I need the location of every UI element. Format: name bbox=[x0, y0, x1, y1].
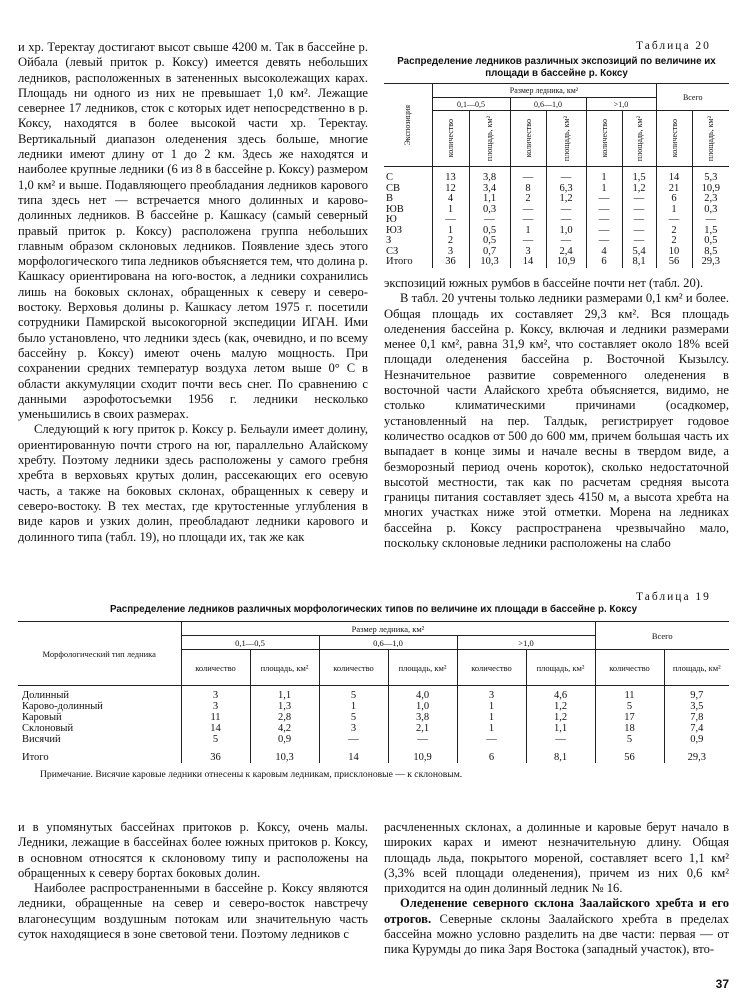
table19-cell: 11 bbox=[595, 686, 664, 702]
bottom-right-column bbox=[384, 820, 729, 958]
table20-cell: 10,3 bbox=[469, 257, 510, 268]
table20-cell: 0,3 bbox=[692, 205, 729, 216]
table20-cell: 36 bbox=[432, 257, 469, 268]
table19-row bbox=[18, 712, 729, 723]
table19-cell: 14 bbox=[181, 723, 250, 734]
table20-row bbox=[384, 184, 729, 195]
table20-cell: — bbox=[586, 236, 622, 247]
table19-area-header: площадь, км² bbox=[250, 650, 319, 686]
table19-type-header: Морфологический тип ледника bbox=[18, 622, 181, 686]
table20-area-header: площадь, км² bbox=[622, 111, 656, 167]
table20 bbox=[384, 83, 729, 268]
table19-cell: 1 bbox=[457, 701, 526, 712]
table19-row-label: Итого bbox=[22, 752, 49, 763]
table20-total-header: Всего bbox=[656, 84, 729, 111]
page-number: 37 bbox=[715, 977, 729, 991]
table19-cell: 4,2 bbox=[250, 723, 319, 734]
section-heading: Оледенение северного склона Заалайского хребта и его отрогов. bbox=[384, 896, 729, 926]
table19-count-header: количество bbox=[319, 650, 388, 686]
right-paragraph-1: В табл. 20 учтены только ледники размерами 0,1 км² и более. Общая площадь их составляет 29,3 км². Вся площадь оледенения бассейна р. Коксу, включая и ледники размерами менее 0,1 км², равна 31,9 км², что составляет около 18% всей площади оледенения бассейна р. Восточной Кызылсу. Незначительное развитие современного оледенения в восточной части Алайского хребта объясняется, видимо, не столько климатическими причинами (осадкомер, установленный на пер. Талдык, регистрирует годовое количество осадков от 500 до 600 мм, причем большая часть их выпадает в конце зимы и начале весны в твердом виде, а безморозный период очень короток), сколько недостаточной высотой местности, так как по расчетам средняя высота границы питания составляет здесь 4150 м, а высота хребта на многих участках ниже этой отметки. Морена на ледниках бассейна р. Коксу распространена чрезвычайно мало, поскольку склоновые ледники расположены на слабо bbox=[384, 291, 729, 551]
table20-cell: 2,3 bbox=[692, 194, 729, 205]
table19-cell: 9,7 bbox=[664, 686, 729, 702]
table19-cell: 36 bbox=[181, 745, 250, 763]
table19-cell: 3,8 bbox=[388, 712, 457, 723]
table20-row-label: З bbox=[386, 235, 392, 246]
table20-cell: 1,5 bbox=[692, 226, 729, 237]
table19-cell: 1 bbox=[457, 712, 526, 723]
table20-area-header: площадь, км² bbox=[692, 111, 729, 167]
table19-cell: 7,8 bbox=[664, 712, 729, 723]
table19-cell: 5 bbox=[595, 734, 664, 745]
left-paragraph-2: Следующий к югу приток р. Коксу р. Бельаули имеет долину, ориентированную почти строго на юг, параллельно Алайскому хребту. Поэтому ледники здесь расположены у самого гребня хребта в верховьях крутых долин, рассекающих его осевую часть, а также на боковых склонах, обращенных к северу и северо-востоку. В тех местах, где крутостенные углубления в виде каров и узких долин, преобладают ледники карового и долинного типа (табл. 19), но площади их, так же как bbox=[18, 422, 368, 544]
table20-count-header: количество bbox=[432, 111, 469, 167]
table20-row bbox=[384, 194, 729, 205]
table20-cell: — bbox=[510, 167, 546, 184]
table19-cell: 6 bbox=[457, 745, 526, 763]
table20-cell: 2 bbox=[432, 236, 469, 247]
table20-row-label: СВ bbox=[386, 182, 401, 194]
left-column bbox=[18, 40, 368, 545]
table19-cell: 0,9 bbox=[250, 734, 319, 745]
table19-row-label: Висячий bbox=[22, 734, 61, 745]
table20-cell: 1,5 bbox=[622, 167, 656, 184]
table20-cell: 6,3 bbox=[546, 184, 586, 195]
table20-row bbox=[384, 236, 729, 247]
table19-cell: 17 bbox=[595, 712, 664, 723]
table20-cell: 5,4 bbox=[622, 247, 656, 258]
table20-cell: 6 bbox=[656, 194, 692, 205]
table20-cell: 0,3 bbox=[469, 205, 510, 216]
table20-cell: 1 bbox=[432, 226, 469, 237]
table20-cell: — bbox=[692, 215, 729, 226]
table20-cell: 29,3 bbox=[692, 257, 729, 268]
left-paragraph-1: и хр. Теректау достигают высот свыше 4200 м. Так в бассейне р. Ойбала (левый приток р. Коксу) имеется девять небольших ледников, расположенных в затененных высоколежащих карах. Площадь ни одного из них не превышает 1,0 км². Лежащие севернее 17 ледников, сток с которых идет непосредственно в р. Коксу, находятся в более высокой части хр. Теректау. Вертикальный диапазон оледенения здесь больше, многие ледники имеют длину от 1 до 2 км. Здесь же находятся и наиболее крупные ледники (6 из 8 в бассейне р. Коксу) размером 1,0 км² и выше. Подавляющего преобладания ледников карового типа здесь нет — встречается много долинных и карово-долинных ледников. В бассейне р. Кашкасу (самый северный правый приток р. Коксу) расположена группа небольших главным образом склоновых ледников. Появление здесь этого морфологического типа ледников объясняется тем, что долина р. Кашкасу ориентирована на юго-восток, а ледники сохранились лишь на боковых склонах, обращенных к северу и северо-востоку. Верховья долины р. Кашкасу летом 1975 г. посетили сотрудники Памирской высокогорной экспедиции ИГАН. Ими было установлено, что ледники здесь (как, очевидно, и по всему бассейну р. Коксу) имеют очень малую мощность. При сохранении средних температур воздуха летом выше 0° С в области аккумуляции сходит почти весь снег. По сравнению с данными аэрофотосъемки 1956 г. ледники несколько уменьшились в своих размерах. bbox=[18, 40, 368, 422]
table20-cell: 10 bbox=[656, 247, 692, 258]
table19-cell: 1,1 bbox=[526, 723, 595, 734]
table20-cell: — bbox=[586, 205, 622, 216]
table19-cell: 0,9 bbox=[664, 734, 729, 745]
table19-count-header: количество bbox=[181, 650, 250, 686]
table19-size-header: Размер ледника, км² bbox=[181, 622, 595, 636]
table19-cell: 5 bbox=[181, 734, 250, 745]
table20-cell: 6 bbox=[586, 257, 622, 268]
table19-area-header: площадь, км² bbox=[664, 650, 729, 686]
table20-cell: 0,5 bbox=[469, 236, 510, 247]
table19-body bbox=[18, 686, 729, 764]
table20-cell: 14 bbox=[656, 167, 692, 184]
table19-cell: 3 bbox=[181, 701, 250, 712]
table20-cell: 56 bbox=[656, 257, 692, 268]
table20-cell: 1 bbox=[586, 184, 622, 195]
bottom-left-paragraph-1: и в упомянутых бассейнах притоков р. Коксу, очень малы. Ледники, лежащие в бассейнах более южных притоков р. Коксу, в основном относятся к склоновому типу и расположены на обращенных к северу бортах боковых долин. bbox=[18, 820, 368, 880]
bottom-left-paragraph-2: Наиболее распространенными в бассейне р. Коксу являются ледники, обращенные на север и северо-восток навстречу влагонесущим воздушным потокам или значительную часть суток находящиеся в зоне световой тени. Поэтому ледников с bbox=[18, 881, 368, 942]
table20-cell: — bbox=[469, 215, 510, 226]
table19-row bbox=[18, 686, 729, 702]
table20-size-header: Размер ледника, км² bbox=[432, 84, 656, 98]
section-text: Северные склоны Заалайского хребта в пределах бассейна можно условно разделить на две части: первая — от пика Курумды до пика Заря Востока (западный участок), вто- bbox=[384, 911, 729, 957]
table19-cell: 3 bbox=[181, 686, 250, 702]
table20-cell: — bbox=[622, 236, 656, 247]
table19-cell: 7,4 bbox=[664, 723, 729, 734]
table19-row bbox=[18, 723, 729, 734]
table19-area-header: площадь, км² bbox=[388, 650, 457, 686]
table20-cell: 10,9 bbox=[692, 184, 729, 195]
table19-cell: 8,1 bbox=[526, 745, 595, 763]
table20-cell: — bbox=[656, 215, 692, 226]
table20-body bbox=[384, 167, 729, 268]
table19-cell: — bbox=[457, 734, 526, 745]
table19-cell: 4,6 bbox=[526, 686, 595, 702]
table19-cell: 2,8 bbox=[250, 712, 319, 723]
table19-row-label: Карово-долинный bbox=[22, 701, 103, 712]
table20-cell: — bbox=[586, 226, 622, 237]
table20-cell: 4 bbox=[432, 194, 469, 205]
table20-row-label: В bbox=[386, 193, 394, 204]
table19-range-2: 0,6—1,0 bbox=[319, 636, 457, 650]
table20-cell: — bbox=[546, 215, 586, 226]
table20-range-2: 0,6—1,0 bbox=[510, 98, 586, 111]
table20-cell: 8 bbox=[510, 184, 546, 195]
table19-row bbox=[18, 701, 729, 712]
table19-cell: 14 bbox=[319, 745, 388, 763]
table20-cell: — bbox=[622, 205, 656, 216]
table19-count-header: количество bbox=[595, 650, 664, 686]
table19-cell: 1,1 bbox=[250, 686, 319, 702]
table20-cell: 8,5 bbox=[692, 247, 729, 258]
table19-cell: 56 bbox=[595, 745, 664, 763]
right-paragraph-0: экспозиций южных румбов в бассейне почти нет (табл. 20). bbox=[384, 276, 704, 290]
table19-row-label: Долинный bbox=[22, 690, 70, 701]
table19-cell: 3 bbox=[319, 723, 388, 734]
table19-cell: 4,0 bbox=[388, 686, 457, 702]
table20-row-label: ЮВ bbox=[386, 203, 404, 215]
table19-cell: 1,3 bbox=[250, 701, 319, 712]
table20-count-header: количество bbox=[586, 111, 622, 167]
table19-cell: — bbox=[526, 734, 595, 745]
table19-row bbox=[18, 745, 729, 763]
table20-cell: 1 bbox=[586, 167, 622, 184]
table19-range-1: 0,1—0,5 bbox=[181, 636, 319, 650]
table20-cell: 0,5 bbox=[469, 226, 510, 237]
table20-cell: 3,8 bbox=[469, 167, 510, 184]
table20-number: Таблица 20 bbox=[636, 40, 711, 52]
table19-cell: 2,1 bbox=[388, 723, 457, 734]
table20-cell: 3 bbox=[510, 247, 546, 258]
table20-area-header: площадь, км² bbox=[546, 111, 586, 167]
table19-cell: 10,3 bbox=[250, 745, 319, 763]
table20-cell: 12 bbox=[432, 184, 469, 195]
table19-cell: 11 bbox=[181, 712, 250, 723]
table20-cell: 21 bbox=[656, 184, 692, 195]
table19-cell: 3 bbox=[457, 686, 526, 702]
table19-cell: 1 bbox=[319, 701, 388, 712]
table20-cell: 1,2 bbox=[546, 194, 586, 205]
table20-cell: 5,3 bbox=[692, 167, 729, 184]
table20-cell: — bbox=[510, 205, 546, 216]
table19-cell: 5 bbox=[319, 712, 388, 723]
table19-cell: 29,3 bbox=[664, 745, 729, 763]
table19-number: Таблица 19 bbox=[636, 591, 711, 603]
bottom-right-paragraph-2 bbox=[384, 896, 729, 957]
table20-row-label: ЮЗ bbox=[386, 224, 403, 236]
table19-cell: 1,0 bbox=[388, 701, 457, 712]
table20-cell: 2 bbox=[510, 194, 546, 205]
table20-cell: 4 bbox=[586, 247, 622, 258]
table20-row-label: СЗ bbox=[386, 245, 399, 257]
table19-cell: 1,2 bbox=[526, 701, 595, 712]
table20-row-label: Итого bbox=[386, 256, 413, 267]
table19-cell: 1,2 bbox=[526, 712, 595, 723]
table20-count-header: количество bbox=[656, 111, 692, 167]
table19-cell: — bbox=[319, 734, 388, 745]
table19-row bbox=[18, 734, 729, 745]
table20-row bbox=[384, 257, 729, 268]
table20-cell: 10,9 bbox=[546, 257, 586, 268]
table20-cell: 1 bbox=[656, 205, 692, 216]
table20-cell: 1,0 bbox=[546, 226, 586, 237]
table20-cell: 1 bbox=[510, 226, 546, 237]
table19 bbox=[18, 621, 729, 763]
table19-range-3: >1,0 bbox=[457, 636, 595, 650]
table19-row-label: Склоновый bbox=[22, 723, 74, 734]
table19-note: Примечание. Висячие каровые ледники отнесены к каровым ледникам, присклоновые — к склоновым. bbox=[40, 769, 463, 780]
right-column bbox=[384, 276, 729, 551]
table20-cell: — bbox=[622, 226, 656, 237]
table20-cell: — bbox=[510, 215, 546, 226]
table20-count-header: количество bbox=[510, 111, 546, 167]
table19-title: Распределение ледников различных морфологических типов по величине их площади в бассейне р. Коксу bbox=[109, 604, 638, 615]
table20-cell: — bbox=[546, 205, 586, 216]
table20-row-label: Ю bbox=[386, 214, 397, 225]
table20-cell: 3,4 bbox=[469, 184, 510, 195]
table20-cell: 1,1 bbox=[469, 194, 510, 205]
table20-cell: 8,1 bbox=[622, 257, 656, 268]
table19-cell: 3,5 bbox=[664, 701, 729, 712]
table19-cell: 18 bbox=[595, 723, 664, 734]
table19-total-header: Всего bbox=[595, 622, 729, 650]
table20-exposure-header: Экспозиция bbox=[384, 84, 432, 167]
table19-cell: 5 bbox=[319, 686, 388, 702]
table19-cell: 1 bbox=[457, 723, 526, 734]
table20-range-1: 0,1—0,5 bbox=[432, 98, 510, 111]
table20-area-header: площадь, км² bbox=[469, 111, 510, 167]
table20-cell: 1 bbox=[432, 205, 469, 216]
table20-cell: 3 bbox=[432, 247, 469, 258]
table19-area-header: площадь, км² bbox=[526, 650, 595, 686]
table20-cell: 2 bbox=[656, 236, 692, 247]
table20-cell: 13 bbox=[432, 167, 469, 184]
table20-title: Распределение ледников различных экспозиций по величине их площади в бассейне р. Коксу bbox=[397, 56, 716, 79]
table20-row bbox=[384, 167, 729, 184]
table19-cell: — bbox=[388, 734, 457, 745]
table19-cell: 5 bbox=[595, 701, 664, 712]
table20-cell: 2 bbox=[656, 226, 692, 237]
table20-cell: — bbox=[546, 167, 586, 184]
table20-row bbox=[384, 215, 729, 226]
table20-cell: — bbox=[622, 194, 656, 205]
table20-cell: 0,7 bbox=[469, 247, 510, 258]
table19-count-header: количество bbox=[457, 650, 526, 686]
table20-row-label: С bbox=[386, 172, 394, 183]
table20-cell: — bbox=[622, 215, 656, 226]
table20-cell: — bbox=[510, 236, 546, 247]
table20-cell: — bbox=[546, 236, 586, 247]
table19-cell: 10,9 bbox=[388, 745, 457, 763]
bottom-right-paragraph-1: расчлененных склонах, а долинные и каровые берут начало в широких карах и имеют незначительную длину. Общая площадь льда, покрытого мореной, составляет всего 1,1 км² (3,3% всей площади оледенения), причем из них 0,6 км² приходится на один долинный ледник № 16. bbox=[384, 820, 729, 896]
table20-cell: 14 bbox=[510, 257, 546, 268]
table20-cell: — bbox=[586, 215, 622, 226]
table20-cell: 2,4 bbox=[546, 247, 586, 258]
bottom-left-column bbox=[18, 820, 368, 942]
table20-cell: — bbox=[432, 215, 469, 226]
table20-cell: — bbox=[586, 194, 622, 205]
table19-row-label: Каровый bbox=[22, 712, 62, 723]
table20-range-3: >1,0 bbox=[586, 98, 656, 111]
table20-cell: 1,2 bbox=[622, 184, 656, 195]
table20-row bbox=[384, 226, 729, 237]
table20-cell: 0,5 bbox=[692, 236, 729, 247]
